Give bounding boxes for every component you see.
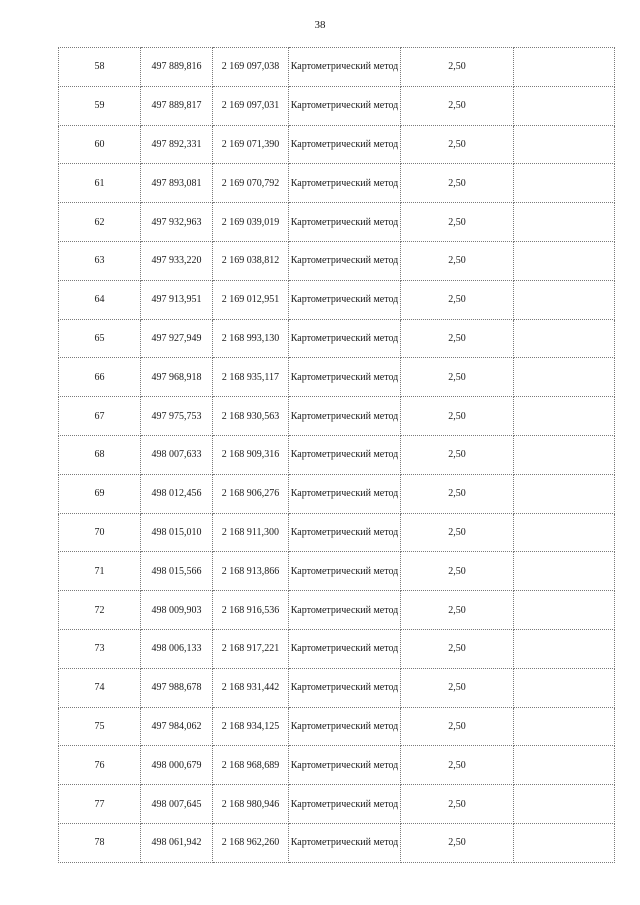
y-coordinate-cell: 2 168 911,300 [213,513,289,552]
point-number-cell: 69 [59,474,141,513]
note-cell [514,707,615,746]
method-cell: Картометрический метод [289,164,401,203]
x-coordinate-cell: 497 913,951 [141,280,213,319]
method-cell: Картометрический метод [289,785,401,824]
y-coordinate-cell: 2 168 930,563 [213,397,289,436]
note-cell [514,513,615,552]
y-coordinate-cell: 2 168 962,260 [213,823,289,862]
point-number-cell: 72 [59,591,141,630]
table-row [59,513,615,552]
x-coordinate-cell: 498 007,645 [141,785,213,824]
note-cell [514,241,615,280]
y-coordinate-cell: 2 169 012,951 [213,280,289,319]
accuracy-cell: 2,50 [401,125,514,164]
note-cell [514,358,615,397]
note-cell [514,474,615,513]
point-number-cell: 67 [59,397,141,436]
x-coordinate-cell: 497 889,817 [141,86,213,125]
table-row [59,358,615,397]
table-row [59,707,615,746]
point-number-cell: 58 [59,48,141,87]
accuracy-cell: 2,50 [401,435,514,474]
point-number-cell: 64 [59,280,141,319]
x-coordinate-cell: 498 007,633 [141,435,213,474]
method-cell: Картометрический метод [289,552,401,591]
y-coordinate-cell: 2 168 931,442 [213,668,289,707]
accuracy-cell: 2,50 [401,552,514,591]
point-number-cell: 77 [59,785,141,824]
y-coordinate-cell: 2 169 071,390 [213,125,289,164]
table-row [59,203,615,242]
note-cell [514,280,615,319]
x-coordinate-cell: 497 927,949 [141,319,213,358]
method-cell: Картометрический метод [289,203,401,242]
method-cell: Картометрический метод [289,435,401,474]
note-cell [514,203,615,242]
x-coordinate-cell: 497 889,816 [141,48,213,87]
point-number-cell: 66 [59,358,141,397]
table-row [59,668,615,707]
x-coordinate-cell: 497 984,062 [141,707,213,746]
table-row [59,629,615,668]
method-cell: Картометрический метод [289,823,401,862]
accuracy-cell: 2,50 [401,86,514,125]
accuracy-cell: 2,50 [401,203,514,242]
y-coordinate-cell: 2 168 909,316 [213,435,289,474]
x-coordinate-cell: 497 988,678 [141,668,213,707]
accuracy-cell: 2,50 [401,48,514,87]
accuracy-cell: 2,50 [401,358,514,397]
accuracy-cell: 2,50 [401,241,514,280]
method-cell: Картометрический метод [289,474,401,513]
note-cell [514,823,615,862]
note-cell [514,785,615,824]
method-cell: Картометрический метод [289,707,401,746]
note-cell [514,552,615,591]
x-coordinate-cell: 497 932,963 [141,203,213,242]
point-number-cell: 75 [59,707,141,746]
accuracy-cell: 2,50 [401,707,514,746]
x-coordinate-cell: 498 006,133 [141,629,213,668]
point-number-cell: 71 [59,552,141,591]
note-cell [514,746,615,785]
note-cell [514,397,615,436]
method-cell: Картометрический метод [289,86,401,125]
coordinates-table [58,47,615,863]
method-cell: Картометрический метод [289,319,401,358]
x-coordinate-cell: 498 015,010 [141,513,213,552]
table-row [59,552,615,591]
x-coordinate-cell: 498 061,942 [141,823,213,862]
method-cell: Картометрический метод [289,591,401,630]
point-number-cell: 74 [59,668,141,707]
x-coordinate-cell: 498 000,679 [141,746,213,785]
point-number-cell: 65 [59,319,141,358]
y-coordinate-cell: 2 168 993,130 [213,319,289,358]
method-cell: Картометрический метод [289,746,401,785]
y-coordinate-cell: 2 168 935,117 [213,358,289,397]
point-number-cell: 70 [59,513,141,552]
table-row [59,48,615,87]
method-cell: Картометрический метод [289,629,401,668]
method-cell: Картометрический метод [289,241,401,280]
page-number: 38 [314,19,326,31]
point-number-cell: 62 [59,203,141,242]
accuracy-cell: 2,50 [401,164,514,203]
point-number-cell: 63 [59,241,141,280]
y-coordinate-cell: 2 168 980,946 [213,785,289,824]
accuracy-cell: 2,50 [401,474,514,513]
note-cell [514,125,615,164]
accuracy-cell: 2,50 [401,823,514,862]
x-coordinate-cell: 497 893,081 [141,164,213,203]
table-row [59,474,615,513]
table-row [59,125,615,164]
table-row [59,785,615,824]
note-cell [514,629,615,668]
accuracy-cell: 2,50 [401,668,514,707]
method-cell: Картометрический метод [289,668,401,707]
y-coordinate-cell: 2 168 916,536 [213,591,289,630]
accuracy-cell: 2,50 [401,785,514,824]
table-row [59,435,615,474]
point-number-cell: 60 [59,125,141,164]
accuracy-cell: 2,50 [401,397,514,436]
note-cell [514,319,615,358]
table-row [59,164,615,203]
method-cell: Картометрический метод [289,397,401,436]
accuracy-cell: 2,50 [401,746,514,785]
x-coordinate-cell: 497 892,331 [141,125,213,164]
accuracy-cell: 2,50 [401,319,514,358]
note-cell [514,668,615,707]
y-coordinate-cell: 2 169 039,019 [213,203,289,242]
point-number-cell: 61 [59,164,141,203]
y-coordinate-cell: 2 168 917,221 [213,629,289,668]
accuracy-cell: 2,50 [401,629,514,668]
table-row [59,746,615,785]
table-row [59,397,615,436]
point-number-cell: 76 [59,746,141,785]
coordinates-table-body [59,48,615,863]
x-coordinate-cell: 497 933,220 [141,241,213,280]
y-coordinate-cell: 2 169 097,038 [213,48,289,87]
y-coordinate-cell: 2 169 097,031 [213,86,289,125]
table-row [59,86,615,125]
y-coordinate-cell: 2 168 968,689 [213,746,289,785]
note-cell [514,86,615,125]
accuracy-cell: 2,50 [401,513,514,552]
y-coordinate-cell: 2 168 934,125 [213,707,289,746]
point-number-cell: 78 [59,823,141,862]
accuracy-cell: 2,50 [401,280,514,319]
note-cell [514,48,615,87]
method-cell: Картометрический метод [289,513,401,552]
method-cell: Картометрический метод [289,280,401,319]
accuracy-cell: 2,50 [401,591,514,630]
x-coordinate-cell: 498 012,456 [141,474,213,513]
y-coordinate-cell: 2 169 070,792 [213,164,289,203]
x-coordinate-cell: 498 015,566 [141,552,213,591]
point-number-cell: 73 [59,629,141,668]
point-number-cell: 59 [59,86,141,125]
method-cell: Картометрический метод [289,48,401,87]
y-coordinate-cell: 2 169 038,812 [213,241,289,280]
table-row [59,823,615,862]
x-coordinate-cell: 498 009,903 [141,591,213,630]
table-row [59,241,615,280]
note-cell [514,164,615,203]
x-coordinate-cell: 497 975,753 [141,397,213,436]
note-cell [514,435,615,474]
table-row [59,319,615,358]
table-row [59,591,615,630]
note-cell [514,591,615,630]
point-number-cell: 68 [59,435,141,474]
y-coordinate-cell: 2 168 913,866 [213,552,289,591]
method-cell: Картометрический метод [289,125,401,164]
y-coordinate-cell: 2 168 906,276 [213,474,289,513]
x-coordinate-cell: 497 968,918 [141,358,213,397]
table-row [59,280,615,319]
method-cell: Картометрический метод [289,358,401,397]
